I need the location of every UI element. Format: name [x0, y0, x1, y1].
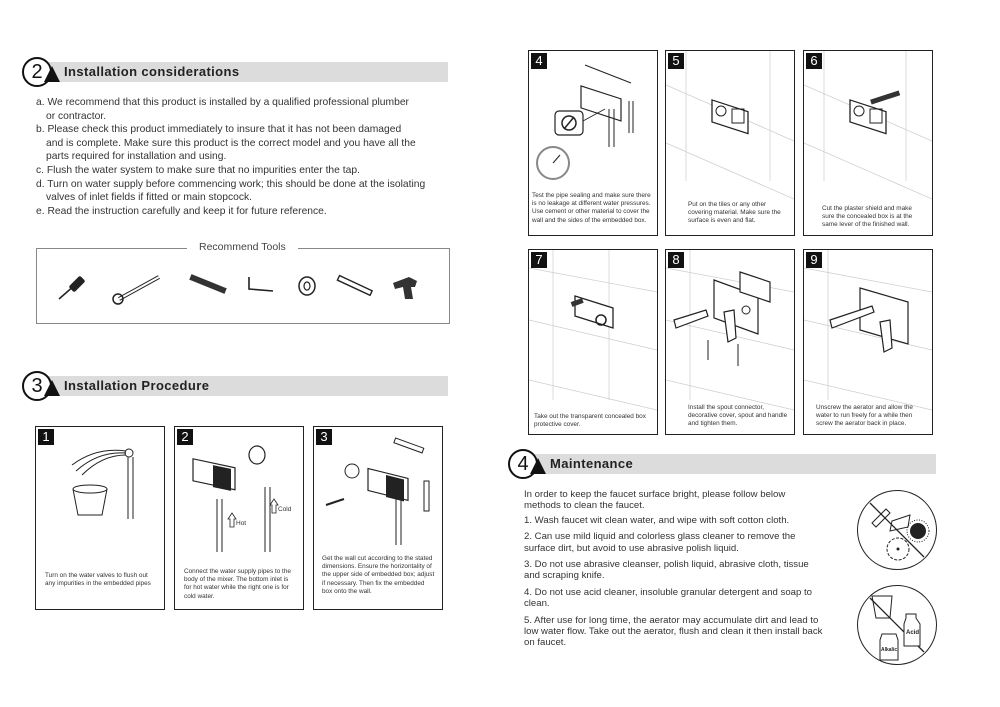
step-number: 7	[531, 252, 547, 268]
consideration-b-cont2: parts required for installation and using.	[46, 151, 227, 163]
step-caption: Take out the transparent concealed box protective cover.	[534, 413, 646, 429]
step-7-panel	[528, 249, 658, 435]
consideration-d: d. Turn on water supply before commencing work; this should be done at the isolating	[36, 178, 426, 190]
section-3-header	[30, 376, 448, 396]
consideration-b-cont: and is complete. Make sure this product is the correct model and you have all the	[46, 137, 416, 149]
step-number: 2	[177, 429, 193, 445]
step-2-panel	[174, 426, 304, 610]
cold-label: Cold	[278, 506, 292, 513]
maintenance-item: 5. After use for long time, the aerator may accumulate dirt and lead to low water flow. Take out the aerator, flush and clean it then install back on faucet.	[524, 614, 823, 649]
step-caption: Unscrew the aerator and allow the water to run freely for a while then screw the aerator back in place.	[816, 404, 913, 428]
section-number: 2	[22, 57, 52, 87]
step-caption: Put on the tiles or any other covering material. Make sure the surface is even and flat.	[688, 201, 781, 225]
ptfe-tape-icon	[295, 273, 319, 297]
consideration-c: c. Flush the water system to make sure that no impurities enter the tap.	[36, 164, 360, 176]
step-8-panel	[665, 249, 795, 435]
step-caption: Install the spout connector, decorative cover, spout and handle and tighten them.	[688, 404, 788, 428]
connect-pipes-illustration	[175, 427, 303, 567]
maintenance-item: 1. Wash faucet wit clean water, and wipe with soft cotton cloth.	[524, 514, 790, 526]
step-3-panel	[313, 426, 443, 610]
screwdriver-icon	[55, 273, 91, 301]
consideration-b: b. Please check this product immediately to insure that it has not been damaged	[36, 124, 402, 136]
step-number: 9	[806, 252, 822, 268]
spirit-level-icon	[335, 273, 375, 299]
step-caption: Cut the plaster shield and make sure the concealed box is at the same lever of the finished wall.	[822, 205, 913, 229]
step-5-panel	[665, 50, 795, 236]
step-caption: Turn on the water valves to flush out any impurities in the embedded pipes	[45, 572, 151, 588]
hot-label: Hot	[236, 520, 247, 527]
triangle-icon	[530, 458, 546, 474]
no-acid-alkali-icon	[857, 585, 937, 665]
section-title: Installation considerations	[64, 64, 240, 79]
recommended-tools-box	[36, 241, 450, 324]
hex-key-icon	[245, 273, 275, 297]
consideration-a-cont: or contractor.	[46, 110, 107, 122]
maintenance-item: 2. Can use mild liquid and colorless glass cleaner to remove the surface dirt, but avoid to use abrasive polish liquid.	[524, 531, 796, 554]
section-2-header	[30, 62, 448, 82]
step-caption: Test the pipe sealing and make sure there is no leakage at different water pressures. Use cement or other material to cover the wall and the sides of the embedded box.	[532, 192, 651, 224]
power-drill-icon	[389, 273, 423, 301]
flush-water-illustration	[36, 427, 164, 567]
step-number: 1	[38, 429, 54, 445]
consideration-d-cont: valves of inlet fields if fitted or main stopcock.	[46, 192, 253, 204]
consideration-a: a. We recommend that this product is installed by a qualified professional plumber	[36, 97, 409, 108]
step-caption: Get the wall cut according to the stated dimensions. Ensure the horizontality of the upper side of embedded box; adjust if necessary. Then fix the embedded box onto the wall.	[322, 555, 435, 595]
step-4-panel	[528, 50, 658, 236]
step-9-panel	[803, 249, 933, 435]
tools-label: Recommend Tools	[187, 241, 298, 253]
section-4-header	[516, 454, 936, 474]
maintenance-item: 4. Do not use acid cleaner, insoluble granular detergent and soap to clean.	[524, 586, 813, 610]
step-1-panel	[35, 426, 165, 610]
considerations-list	[36, 96, 466, 218]
step-number: 8	[668, 252, 684, 268]
pipe-sealing-illustration	[529, 51, 657, 191]
maintenance-item: 3. Do not use abrasive cleanser, polish liquid, abrasive cloth, tissue and scraping knife.	[524, 559, 809, 582]
adjustable-wrench-icon	[109, 273, 165, 305]
acid-label: Acid	[906, 630, 920, 636]
wall-cut-illustration	[314, 427, 442, 557]
utility-knife-icon	[187, 273, 229, 297]
maintenance-text	[524, 489, 824, 654]
step-caption: Connect the water supply pipes to the body of the mixer. The bottom inlet is for hot water while the right one is for cold water.	[184, 568, 291, 600]
consideration-e: e. Read the instruction carefully and keep it for future reference.	[36, 205, 327, 217]
triangle-icon	[44, 66, 60, 82]
maintenance-intro: In order to keep the faucet surface bright, please follow below methods to clean the faucet.	[524, 489, 786, 512]
step-6-panel	[803, 50, 933, 236]
section-number: 4	[508, 449, 538, 479]
step-number: 4	[531, 53, 547, 69]
step-number: 5	[668, 53, 684, 69]
section-title: Installation Procedure	[64, 378, 210, 393]
section-number: 3	[22, 371, 52, 401]
triangle-icon	[44, 380, 60, 396]
remove-cover-illustration	[529, 250, 657, 434]
no-abrasive-tools-icon	[857, 490, 937, 570]
step-number: 3	[316, 429, 332, 445]
alkalic-label: Alkalic	[881, 647, 898, 653]
step-number: 6	[806, 53, 822, 69]
section-title: Maintenance	[550, 456, 634, 471]
